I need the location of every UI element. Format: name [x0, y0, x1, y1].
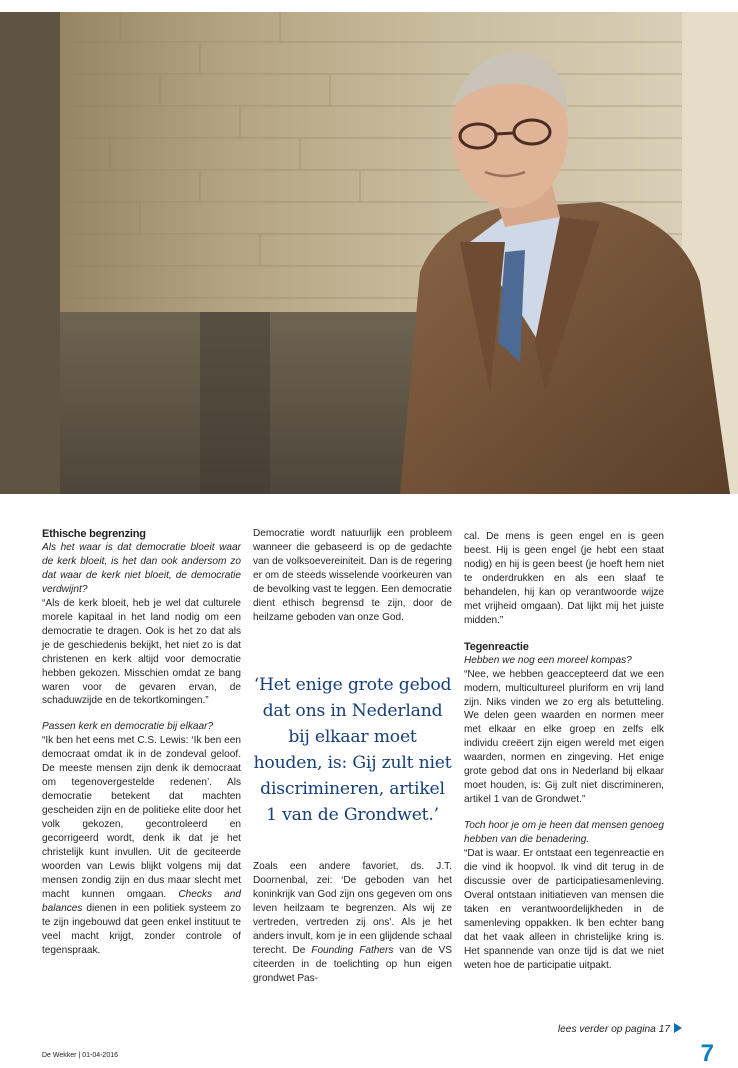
emphasis-text: Checks and balances — [42, 888, 241, 914]
section-heading: Ethische begrenzing — [42, 528, 146, 540]
body-paragraph: Democratie wordt natuurlijk een probleem wanneer die gebaseerd is op de gedachte van de volksoevereiniteit. Dan is de regering er om de steeds wisselende voorkeuren van de bevolking vast te leggen. Een democratie dient ethisch begrensd te zijn, door de heilzame geboden van onze God. — [253, 528, 452, 623]
column-1 — [42, 527, 241, 958]
interview-answer: “Ik ben het eens met C.S. Lewis: ‘Ik ben een democraat omdat ik in de zondeval geloof. De meeste mensen zijn denk ik democraat om tegenovergestelde redenen’. Als democratie betekent dat machten gescheiden zijn en de politieke elite door het volk gekozen, gecontroleerd en gecorrigeerd wordt, denk ik dat je het christelijk kunt invullen. Uit de geciteerde woorden van Lewis blijkt volgens mij dat mensen zondig zijn en dus maar slecht met macht kunnen omgaan. Checks and balances dienen in een politiek systeem zo te zijn ingebouwd dat geen enkel instituut te veel macht krijgt, zonder controle of tegenspraak. — [42, 735, 241, 956]
body-paragraph: Zoals een andere favoriet, ds. J.T. Doornenbal, zei: ‘De geboden van het koninkrijk van God zijn ons gegeven om ons leven heilzaam te begrenzen. Als wij ze vertreden, vertreden zij ons’. Als je het anders invult, kom je in een glijdende schaal terecht. De Founding Fathers van de VS citeerden in de toelichting op hun eigen grondwet Pas- — [253, 861, 452, 984]
interview-question: Als het waar is dat democratie bloeit waar de kerk bloeit, is het dan ook andersom zo dat waar de kerk niet bloeit, de democratie verdwijnt? — [42, 542, 241, 595]
emphasis-text: Founding Fathers — [311, 944, 394, 956]
publication-footer: De Wekker | 01-04-2016 — [42, 1052, 119, 1059]
interview-answer: “Nee, we hebben geaccepteerd dat we een modern, multicultureel pluriform en vrij land zijn. Niks vinden we zo erg als betutteling. We delen geen waarden en normen meer met elkaar en elke groep en zelfs elk individu creëert zijn eigen wereld met eigen waarden, normen en zingeving. Het enige grote gebod dat ons in Nederland bij elkaar moet houden, is: Gij zult niet discrimineren, artikel 1 van de Grondwet.” — [464, 668, 664, 806]
interview-answer: “Als de kerk bloeit, heb je wel dat culturele morele kapitaal in het land nodig om een democratie te dragen. Ook is het zo dat als je de geschiedenis bekijkt, het niet zo is dat christenen en kerk altijd voor democratie hebben gekozen. Misschien omdat ze bang waren voor de gevaren ervan, de schaduwzijde en de tekortkomingen.” — [42, 597, 241, 707]
column-3 — [464, 530, 664, 973]
body-paragraph: cal. De mens is geen engel en is geen beest. Hij is geen engel (je hebt een staat nodig) en hij is geen beest (je hoeft hem niet te onderdrukken en als een slaaf te behandelen, hij kan op verantwoorde wijze met vrijheid omgaan). Dat lijkt mij het juiste midden.” — [464, 531, 664, 626]
column-2-continued — [253, 860, 452, 986]
interview-question: Hebben we nog een moreel kompas? — [464, 654, 632, 666]
pull-quote: ‘Het enige grote gebod dat ons in Nederland bij elkaar moet houden, is: Gij zult niet discrimineren, artikel 1 van de Grondwet.’ — [253, 675, 452, 825]
interview-answer: “Dat is waar. Er ontstaat een tegenreactie en die vind ik hoopvol. Ik vind dit terug in de discussie over de participatiesamenleving. Overal ontstaan initiatieven van mensen die taken en verantwoordelijkheden in de samenleving oppakken. Ik ben echter bang dat het vaak alleen in christelijke kring is. Het spannende van onze tijd is dat we niet weten hoe de participatie uitpakt. — [464, 848, 664, 971]
page-number: 7 — [700, 1040, 714, 1067]
interview-question: Toch hoor je om je heen dat mensen genoeg hebben van die benadering. — [464, 820, 664, 846]
continue-link[interactable]: lees verder op pagina 17 — [558, 1023, 682, 1035]
portrait-photo — [0, 12, 738, 494]
column-2 — [253, 527, 452, 625]
interview-question: Passen kerk en democratie bij elkaar? — [42, 721, 214, 733]
section-heading: Tegenreactie — [464, 640, 529, 653]
arrow-right-icon — [674, 1023, 682, 1033]
